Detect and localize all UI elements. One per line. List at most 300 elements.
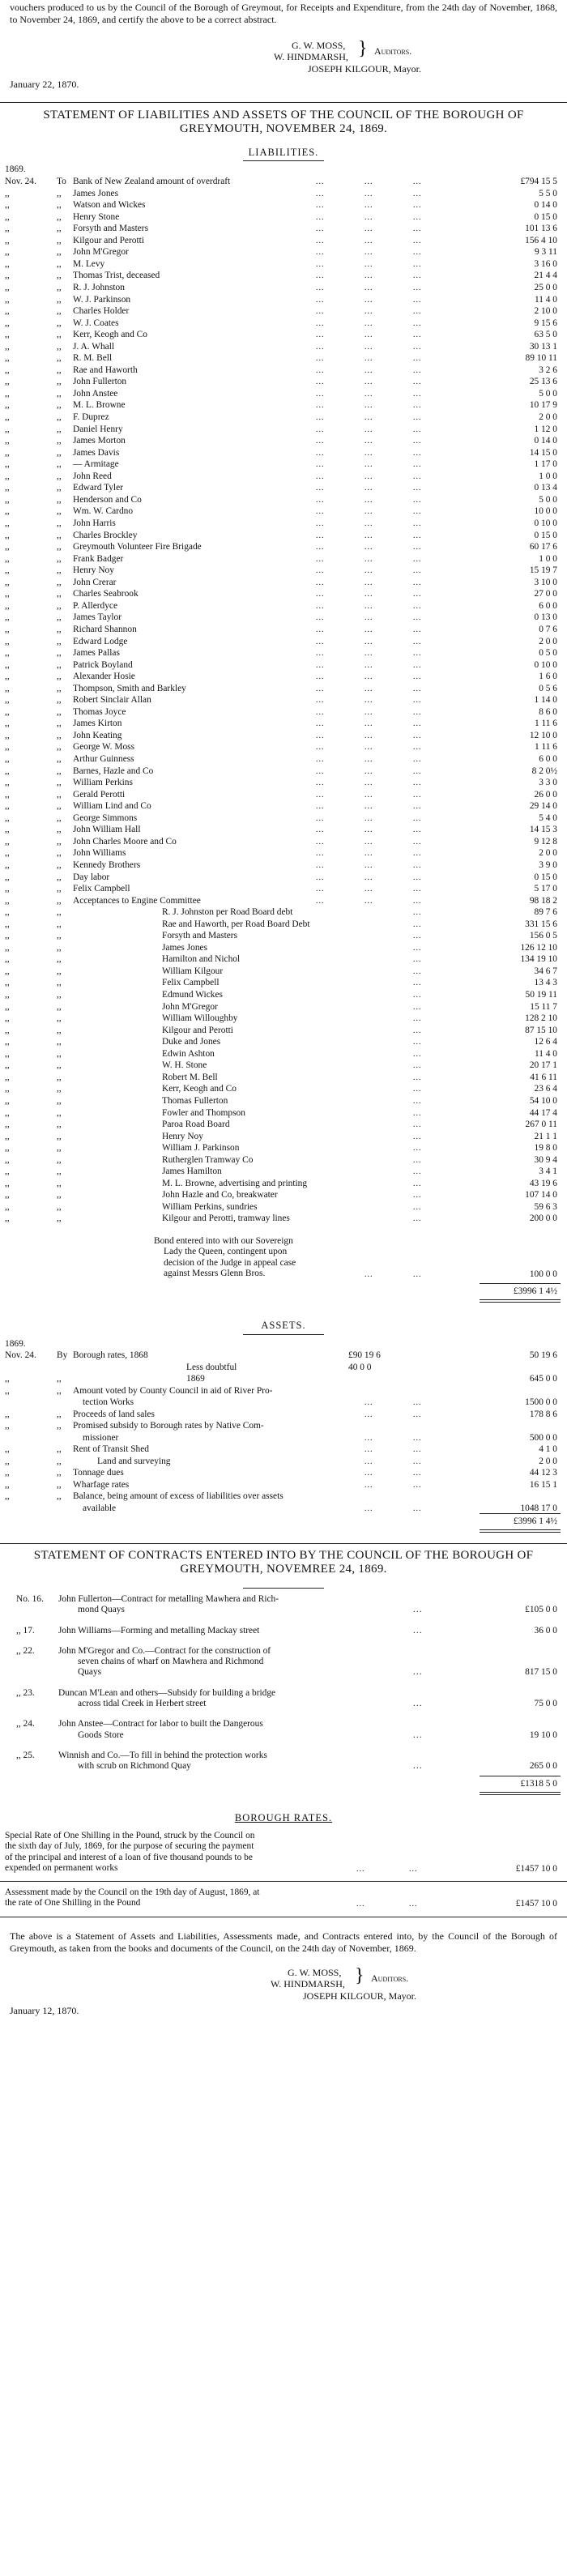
leader-dots: ...	[413, 1456, 422, 1466]
row-ditto: ,,	[57, 1095, 62, 1106]
row-amount: 0 13 0	[534, 612, 557, 623]
row-description: tection Works	[83, 1397, 134, 1407]
liability-row	[0, 1154, 567, 1166]
liability-row	[0, 753, 567, 766]
leader-dots: ...	[413, 1002, 422, 1012]
row-date: ,,	[5, 365, 10, 375]
assessment-line: the rate of One Shilling in the Pound	[5, 1898, 141, 1909]
row-date: ,,	[5, 990, 10, 1000]
leader-dots: ...	[316, 331, 325, 340]
row-description: R. J. Johnston per Road Board debt	[162, 907, 293, 918]
row-description: Rutherglen Tramway Co	[162, 1154, 254, 1165]
row-amount: 2 0 0	[539, 1456, 557, 1466]
liability-row	[0, 1213, 567, 1225]
row-prefix: ,,	[57, 600, 62, 611]
row-amount: 126 12 10	[520, 942, 557, 953]
leader-dots: ...	[413, 991, 422, 1000]
leader-dots: ...	[364, 601, 373, 611]
contract-line: John Williams—Forming and metalling Mackay street	[58, 1625, 260, 1636]
row-amount: 1500 0 0	[525, 1397, 557, 1407]
row-prefix: ,,	[57, 271, 62, 281]
total-rule	[480, 1283, 561, 1284]
row-ditto: ,,	[57, 931, 62, 941]
row-amount: 6 0 0	[539, 600, 557, 611]
row-date: ,,	[5, 1201, 10, 1212]
leader-dots: ...	[364, 719, 373, 729]
leader-dots: ...	[413, 307, 422, 317]
leader-dots: ...	[413, 284, 422, 292]
row-description: R. M. Bell	[73, 353, 113, 364]
row-prefix: ,,	[57, 801, 62, 812]
auditor-hindmarsh-top: W. HINDMARSH,	[274, 51, 348, 62]
row-prefix: ,,	[57, 825, 62, 835]
row-description: Less doubtful	[186, 1362, 237, 1372]
row-date: ,,	[5, 766, 10, 776]
row-date: ,,	[5, 624, 10, 634]
leader-dots: ...	[413, 837, 422, 847]
liability-row	[0, 505, 567, 518]
leader-dots: ...	[316, 885, 325, 893]
leader-dots: ...	[316, 554, 325, 564]
leader-dots: ...	[316, 590, 325, 599]
short-rule	[243, 1588, 324, 1589]
row-ditto: ,,	[57, 1084, 62, 1094]
row-description: James Taylor	[73, 612, 122, 623]
leader-dots: ...	[413, 766, 422, 776]
row-description: James Jones	[73, 188, 118, 198]
row-description: Forsyth and Masters	[73, 224, 149, 234]
liability-row	[0, 305, 567, 318]
contract-line: Winnish and Co.—To fill in behind the protection works	[58, 1751, 267, 1760]
row-prefix: ,,	[57, 494, 62, 505]
liability-row	[0, 741, 567, 753]
liability-row	[0, 341, 567, 353]
liability-row	[0, 1025, 567, 1037]
row-date: ,,	[5, 1409, 10, 1419]
row-date: ,,	[5, 1190, 10, 1201]
row-amount: 14 15 0	[529, 447, 557, 458]
row-ditto: ,,	[57, 1131, 62, 1141]
leader-dots: ...	[364, 766, 373, 776]
liability-row	[0, 530, 567, 542]
leader-dots: ...	[413, 1167, 422, 1177]
liability-row	[0, 1119, 567, 1131]
liability-row	[0, 424, 567, 436]
row-ditto: ,,	[57, 1154, 62, 1165]
row-date: ,,	[5, 1001, 10, 1012]
row-subtotal: 40 0 0	[348, 1362, 372, 1372]
row-description: P. Allerdyce	[73, 600, 118, 611]
liability-row	[0, 565, 567, 577]
row-amount: 1 17 0	[534, 459, 557, 470]
row-date: ,,	[5, 636, 10, 646]
row-date: ,,	[5, 907, 10, 918]
leader-dots: ...	[413, 413, 422, 422]
leader-dots: ...	[364, 778, 373, 788]
row-prefix: ,,	[57, 483, 62, 493]
row-prefix: ,,	[57, 377, 62, 387]
leader-dots: ...	[413, 1605, 423, 1615]
row-amount: 1 11 6	[534, 742, 557, 753]
row-description: John Williams	[73, 848, 126, 859]
row-date: ,,	[5, 884, 10, 893]
row-prefix: ,,	[57, 530, 62, 540]
row-amount: 1 11 6	[534, 719, 557, 729]
row-date: ,,	[5, 1154, 10, 1165]
leader-dots: ...	[413, 955, 422, 965]
row-amount: 10 0 0	[534, 506, 557, 517]
leader-dots: ...	[316, 424, 325, 434]
row-amount: 43 19 6	[529, 1178, 557, 1188]
row-amount: 87 15 10	[525, 1025, 557, 1035]
liability-row	[0, 789, 567, 801]
leader-dots: ...	[356, 1900, 365, 1909]
row-date: ,,	[5, 836, 10, 847]
leader-dots: ...	[316, 613, 325, 623]
leader-dots: ...	[413, 271, 422, 281]
row-prefix: ,,	[57, 754, 62, 764]
row-prefix: ,,	[57, 742, 62, 753]
leader-dots: ...	[364, 471, 373, 481]
liabilities-total: £3996 1 4½	[513, 1286, 557, 1296]
row-amount: 5 0 0	[539, 388, 557, 399]
row-prefix: ,,	[57, 636, 62, 646]
row-description: William Perkins, sundries	[162, 1201, 258, 1212]
row-date: ,,	[5, 388, 10, 399]
row-amount: 50 19 6	[529, 1350, 557, 1360]
leader-dots: ...	[316, 707, 325, 717]
liability-row	[0, 636, 567, 648]
leader-dots: ...	[413, 1073, 422, 1082]
leader-dots: ...	[364, 696, 373, 706]
row-date: Nov. 24.	[5, 1350, 36, 1360]
contract-number: ,, 25.	[16, 1751, 35, 1760]
row-description: William J. Parkinson	[162, 1143, 240, 1154]
row-amount: 1 12 0	[534, 424, 557, 434]
row-amount: 21 1 1	[534, 1131, 557, 1141]
leader-dots: ...	[364, 1398, 373, 1407]
leader-dots: ...	[364, 295, 373, 305]
leader-dots: ...	[413, 437, 422, 446]
leader-dots: ...	[364, 543, 373, 552]
leader-dots: ...	[316, 471, 325, 481]
row-amount: 3 9 0	[539, 859, 557, 870]
leader-dots: ...	[316, 519, 325, 528]
leader-dots: ...	[364, 872, 373, 882]
leader-dots: ...	[364, 1480, 373, 1490]
row-amount: 5 0 0	[539, 494, 557, 505]
row-description: Duke and Jones	[162, 1037, 221, 1047]
leader-dots: ...	[364, 271, 373, 281]
row-prefix: ,,	[57, 388, 62, 399]
liability-row	[0, 718, 567, 730]
row-amount: 2 0 0	[539, 412, 557, 422]
row-prefix: ,,	[57, 1479, 62, 1490]
leader-dots: ...	[316, 896, 325, 906]
contract-amount: 265 0 0	[529, 1761, 557, 1772]
row-description: Fowler and Thompson	[162, 1107, 245, 1118]
leader-dots: ...	[413, 578, 422, 587]
row-amount: 107 14 0	[525, 1190, 557, 1201]
row-ditto: ,,	[57, 1143, 62, 1154]
row-date: ,,	[5, 341, 10, 352]
leader-dots: ...	[316, 743, 325, 753]
leader-dots: ...	[413, 531, 422, 540]
leader-dots: ...	[413, 224, 422, 234]
row-prefix: ,,	[57, 283, 62, 292]
row-amount: 44 12 3	[529, 1468, 557, 1478]
row-amount: 16 15 1	[529, 1479, 557, 1490]
row-description: F. Duprez	[73, 412, 109, 422]
leader-dots: ...	[413, 554, 422, 564]
row-description: William Perkins	[73, 778, 133, 788]
liability-row	[0, 1178, 567, 1190]
leader-dots: ...	[364, 248, 373, 258]
leader-dots: ...	[364, 554, 373, 564]
row-ditto: ,,	[57, 1013, 62, 1023]
leader-dots: ...	[413, 860, 422, 870]
double-rule	[480, 1299, 561, 1303]
row-amount: 59 6 3	[534, 1201, 557, 1212]
contract-line: Goods Store	[78, 1729, 124, 1740]
row-prefix: ,,	[57, 506, 62, 517]
liability-row	[0, 919, 567, 931]
leader-dots: ...	[413, 295, 422, 305]
leader-dots: ...	[413, 637, 422, 646]
leader-dots: ...	[316, 354, 325, 364]
leader-dots: ...	[413, 212, 422, 222]
liability-row	[0, 1189, 567, 1201]
row-date: ,,	[5, 318, 10, 328]
contract-line: John Anstee—Contract for labor to built the Dangerous	[58, 1719, 263, 1729]
liability-row	[0, 258, 567, 271]
row-prefix: ,,	[57, 330, 62, 340]
leader-dots: ...	[364, 1445, 373, 1454]
row-description: Kennedy Brothers	[73, 859, 141, 870]
leader-dots: ...	[413, 484, 422, 493]
row-date: ,,	[5, 683, 10, 693]
auditor-hindmarsh-bottom: W. HINDMARSH,	[271, 1978, 345, 1990]
leader-dots: ...	[316, 484, 325, 493]
leader-dots: ...	[316, 837, 325, 847]
row-amount: 12 6 4	[534, 1037, 557, 1047]
leader-dots: ...	[364, 531, 373, 540]
row-amount: 98 18 2	[529, 895, 557, 906]
leader-dots: ...	[316, 318, 325, 328]
row-prefix: ,,	[57, 353, 62, 364]
leader-dots: ...	[364, 731, 373, 740]
double-rule	[480, 1529, 561, 1533]
closing-paragraph: The above is a Statement of Assets and Liabilities, Assessments made, and Contracts entered into, by the Council of the Borough of Greymouth, as taken from the books and documents of the Council, on the 24th day of November, 1869.	[10, 1930, 557, 1954]
row-description: Promised subsidy to Borough rates by Native Com-	[73, 1421, 264, 1431]
leader-dots: ...	[413, 543, 422, 552]
contract-amount: £105 0 0	[525, 1605, 557, 1615]
row-description: Kerr, Keogh and Co	[73, 330, 147, 340]
row-description: missioner	[83, 1432, 119, 1443]
leader-dots: ...	[316, 259, 325, 269]
leader-dots: ...	[364, 743, 373, 753]
row-description: Bank of New Zealand amount of overdraft	[73, 177, 231, 186]
row-amount: 15 19 7	[529, 565, 557, 576]
leader-dots: ...	[413, 1503, 422, 1513]
row-description: William Willoughby	[162, 1013, 238, 1023]
row-description: Balance, being amount of excess of liabilities over assets	[73, 1491, 284, 1501]
bond-amount-row	[0, 1269, 567, 1281]
date-top: January 22, 1870.	[10, 79, 79, 90]
leader-dots: ...	[364, 1469, 373, 1478]
row-description: John M'Gregor	[73, 247, 129, 258]
row-ditto: ,,	[57, 1213, 62, 1224]
row-ditto: ,,	[57, 907, 62, 918]
leader-dots: ...	[316, 625, 325, 634]
row-amount: 23 6 4	[534, 1084, 557, 1094]
liability-row	[0, 766, 567, 778]
liability-row	[0, 647, 567, 659]
row-date: ,,	[5, 942, 10, 953]
row-description: Robert M. Bell	[162, 1072, 218, 1082]
asset-row	[0, 1350, 567, 1362]
contract-line: across tidal Creek in Herbert street	[78, 1699, 207, 1709]
liability-row	[0, 683, 567, 695]
leader-dots: ...	[364, 331, 373, 340]
row-prefix: ,,	[57, 1444, 62, 1454]
leader-dots: ...	[364, 649, 373, 658]
contract-amount: 19 10 0	[529, 1729, 557, 1740]
leader-dots: ...	[413, 943, 422, 953]
liability-row	[0, 447, 567, 459]
leader-dots: ...	[413, 1761, 423, 1772]
row-description: John Reed	[73, 471, 112, 481]
leader-dots: ...	[413, 189, 422, 198]
leader-dots: ...	[413, 389, 422, 399]
row-description: Charles Holder	[73, 306, 130, 317]
row-description: Thompson, Smith and Barkley	[73, 683, 186, 693]
leader-dots: ...	[316, 377, 325, 387]
row-description: Richard Shannon	[73, 624, 137, 634]
row-description: Acceptances to Engine Committee	[73, 895, 201, 906]
leader-dots: ...	[413, 507, 422, 517]
bond-line: against Messrs Glenn Bros.	[164, 1268, 266, 1278]
contract-line: mond Quays	[78, 1605, 125, 1615]
row-amount: 30 9 4	[534, 1154, 557, 1165]
bond-line: Bond entered into with our Sovereign	[154, 1236, 293, 1246]
assets-heading: ASSETS.	[261, 1320, 306, 1331]
row-description: John Keating	[73, 730, 122, 740]
leader-dots: ...	[364, 177, 373, 186]
row-prefix: ,,	[57, 836, 62, 847]
leader-dots: ...	[413, 259, 422, 269]
liability-row	[0, 399, 567, 412]
liability-row	[0, 1048, 567, 1060]
row-amount: 3 4 1	[539, 1166, 557, 1177]
row-date: ,,	[5, 1107, 10, 1118]
row-prefix: ,,	[57, 648, 62, 658]
row-description: John Charles Moore and Co	[73, 836, 177, 847]
contract-amount: 817 15 0	[525, 1667, 557, 1678]
leader-dots: ...	[413, 707, 422, 717]
leader-dots: ...	[316, 813, 325, 823]
row-date: ,,	[5, 377, 10, 387]
liability-row	[0, 895, 567, 907]
row-prefix: ,,	[57, 589, 62, 599]
row-prefix: ,,	[57, 424, 62, 434]
row-description: John Hazle and Co, breakwater	[162, 1190, 278, 1201]
contracts-total-row	[0, 1778, 567, 1790]
mayor-signature-top: JOSEPH KILGOUR, Mayor.	[308, 63, 422, 75]
row-description: Greymouth Volunteer Fire Brigade	[73, 542, 202, 552]
row-date: ,,	[5, 1084, 10, 1094]
leader-dots: ...	[364, 637, 373, 646]
leader-dots: ...	[413, 601, 422, 611]
row-date: ,,	[5, 612, 10, 623]
row-ditto: ,,	[57, 954, 62, 965]
liability-row	[0, 577, 567, 589]
leader-dots: ...	[413, 177, 422, 186]
row-description: Wharfage rates	[73, 1479, 130, 1490]
leader-dots: ...	[413, 1132, 422, 1141]
leader-dots: ...	[364, 437, 373, 446]
leader-dots: ...	[364, 413, 373, 422]
row-amount: 25 13 6	[529, 377, 557, 387]
liability-row	[0, 270, 567, 282]
row-description: John M'Gregor	[162, 1001, 218, 1012]
leader-dots: ...	[364, 578, 373, 587]
row-amount: 1 0 0	[539, 471, 557, 481]
row-amount: 2 0 0	[539, 636, 557, 646]
row-date: ,,	[5, 553, 10, 564]
leader-dots: ...	[413, 1410, 422, 1419]
row-description: Edwin Ashton	[162, 1048, 215, 1059]
leader-dots: ...	[413, 519, 422, 528]
leader-dots: ...	[316, 448, 325, 458]
leader-dots: ...	[364, 224, 373, 234]
liability-row	[0, 1166, 567, 1178]
leader-dots: ...	[364, 802, 373, 812]
row-description: Barnes, Hazle and Co	[73, 766, 154, 776]
asset-row	[0, 1479, 567, 1491]
leader-dots: ...	[413, 448, 422, 458]
assessment-amount-row	[0, 1898, 567, 1910]
total-rule	[480, 1513, 561, 1514]
leader-dots: ...	[364, 495, 373, 505]
row-amount: 10 17 9	[529, 400, 557, 411]
row-prefix: ,,	[57, 1468, 62, 1478]
row-prefix: ,,	[57, 211, 62, 222]
leader-dots: ...	[316, 766, 325, 776]
liability-row	[0, 435, 567, 447]
leader-dots: ...	[413, 813, 422, 823]
row-date: ,,	[5, 600, 10, 611]
row-description: Day labor	[73, 872, 110, 882]
row-prefix: ,,	[57, 1385, 62, 1396]
row-amount: 89 7 6	[534, 907, 557, 918]
row-amount: 41 6 11	[530, 1072, 557, 1082]
auditors-label-bottom: Auditors.	[371, 1973, 409, 1984]
row-date: ,,	[5, 589, 10, 599]
row-date: ,,	[5, 565, 10, 576]
row-amount: 156 4 10	[525, 235, 557, 245]
row-description: Thomas Fullerton	[162, 1095, 228, 1106]
row-date: ,,	[5, 859, 10, 870]
row-description: Henderson and Co	[73, 494, 142, 505]
leader-dots: ...	[413, 966, 422, 976]
leader-dots: ...	[413, 1699, 423, 1709]
leader-dots: ...	[316, 437, 325, 446]
liability-row	[0, 824, 567, 836]
row-date: ,,	[5, 1095, 10, 1106]
liability-row	[0, 953, 567, 966]
row-date: ,,	[5, 1468, 10, 1478]
